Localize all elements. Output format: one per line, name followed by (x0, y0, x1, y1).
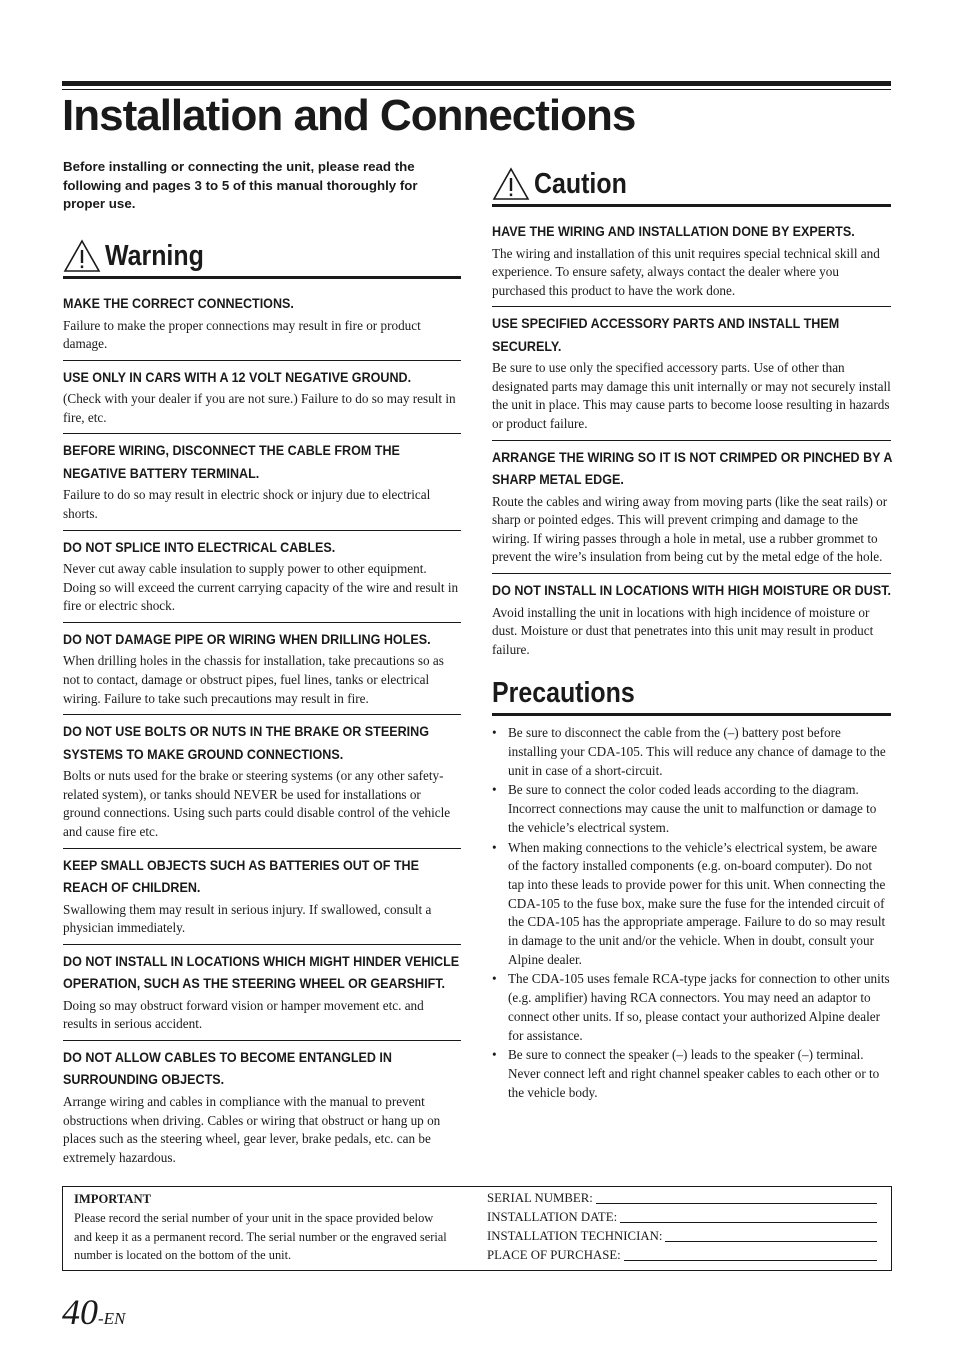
fill-line (620, 1222, 877, 1223)
caution-item-head: DO NOT INSTALL IN LOCATIONS WITH HIGH MOISTURE OR DUST. (492, 583, 891, 599)
fill-line (665, 1241, 877, 1242)
warning-item-body: Failure to do so may result in electric shock or injury due to electrical shorts. (63, 487, 431, 522)
warning-item (63, 623, 461, 715)
precautions-list (492, 724, 891, 1102)
warning-item-head: KEEP SMALL OBJECTS SUCH AS BATTERIES OUT OF THE REACH OF CHILDREN. (63, 857, 420, 896)
important-note (74, 1190, 454, 1265)
warning-title: Warning (105, 240, 204, 273)
warning-item-head: USE ONLY IN CARS WITH A 12 VOLT NEGATIVE GROUND. (63, 369, 412, 385)
warning-item-body: When drilling holes in the chassis for installation, take precautions so as not to contact, damage or obstruct pipes, fuel lines, tanks or electrical wiring. Failure to take such precautions may result in fire. (63, 653, 444, 706)
caution-item-head: USE SPECIFIED ACCESSORY PARTS AND INSTALL THEM SECURELY. (492, 316, 840, 354)
fill-line (624, 1260, 877, 1261)
warning-item-head: DO NOT INSTALL IN LOCATIONS WHICH MIGHT HINDER VEHICLE OPERATION, SUCH AS THE STEERING WHEEL OR GEARSHIFT. (63, 953, 460, 992)
caution-item (492, 574, 891, 665)
field-label: SERIAL NUMBER: (487, 1191, 593, 1205)
caution-item (492, 307, 891, 440)
place-of-purchase-field (487, 1246, 877, 1265)
warning-item-body: Bolts or nuts used for the brake or steering systems (or any other safety-related system), or tanks should NEVER be used for installations or ground connections. Using such parts could disable control of the vehicle and cause fire etc. (63, 768, 451, 840)
warning-item-body: Arrange wiring and cables in compliance with the manual to prevent obstructions when driving. Cables or wiring that obstruct or hang up on places such as the steering wheel, gear lever, brake pedals, etc. can be extremely hazardous. (63, 1093, 441, 1165)
warning-item-head: MAKE THE CORRECT CONNECTIONS. (63, 296, 294, 312)
warning-item-head: DO NOT USE BOLTS OR NUTS IN THE BRAKE OR STEERING SYSTEMS TO MAKE GROUND CONNECTIONS. (63, 724, 429, 762)
important-label: IMPORTANT (74, 1192, 151, 1206)
bullet-mark: • (492, 782, 497, 798)
precaution-item (492, 1046, 891, 1102)
precaution-item (492, 781, 891, 837)
caution-item (492, 441, 891, 574)
important-box (62, 1186, 892, 1271)
caution-title: Caution (534, 168, 627, 200)
bullet-mark: • (492, 725, 497, 741)
warning-item-head: DO NOT DAMAGE PIPE OR WIRING WHEN DRILLING HOLES. (63, 631, 431, 647)
field-label: INSTALLATION TECHNICIAN: (487, 1228, 663, 1243)
warning-item-body: Doing so may obstruct forward vision or hamper movement etc. and results in serious accident. (63, 997, 424, 1032)
warning-item (63, 715, 461, 848)
bullet-mark: • (492, 839, 497, 855)
page-number (62, 1290, 125, 1341)
field-label: PLACE OF PURCHASE: (487, 1247, 621, 1262)
precautions-title: Precautions (492, 677, 635, 710)
warning-item (63, 361, 461, 435)
warning-heading (63, 238, 461, 279)
warning-item (63, 945, 461, 1041)
left-column (63, 158, 461, 1173)
precaution-item (492, 724, 891, 780)
warning-item (63, 849, 461, 945)
record-fields (487, 1189, 877, 1265)
warning-item (63, 434, 461, 530)
intro-text: Before installing or connecting the unit, please read the following and pages 3 to 5 of this manual thoroughly for proper use. (63, 159, 418, 212)
installation-technician-field (487, 1227, 877, 1246)
installation-date-field (487, 1208, 877, 1227)
warning-item-body: Failure to make the proper connections may result in fire or product damage. (63, 317, 421, 352)
precaution-text: When making connections to the vehicle’s electrical system, be aware of the factory installed components (e.g. on-board computer). Do not tap into these leads to provide power for this unit. When connecting the CDA-105 to the fuse box, make sure the fuse for the intended circuit of the CDA-105 has the appropriate amperage. Failure to do so may result in damage to the unit and/or the vehicle. When in doubt, consult your Alpine dealer. (508, 839, 886, 967)
warning-item (63, 287, 461, 361)
bullet-mark: • (492, 1047, 497, 1063)
precaution-text: Be sure to disconnect the cable from the (–) battery post before installing your CDA-105. This will reduce any chance of damage to the unit in case of a short-circuit. (508, 725, 886, 778)
page-title: Installation and Connections (62, 91, 636, 140)
caution-item (492, 215, 891, 307)
caution-item-body: Be sure to use only the specified accessory parts. Use of other than designated parts may damage this unit internally or may not securely install the unit in place. This may cause parts to become loose resulting in hazards or product failure. (492, 360, 891, 432)
caution-heading (492, 166, 891, 207)
warning-item-body: (Check with your dealer if you are not sure.) Failure to do so may result in fire, etc. (63, 391, 456, 425)
bullet-mark: • (492, 971, 497, 987)
precaution-text: Be sure to connect the speaker (–) leads to the speaker (–) terminal. Never connect left and right channel speaker cables to each other or to the vehicle body. (508, 1047, 880, 1100)
caution-item-head: HAVE THE WIRING AND INSTALLATION DONE BY EXPERTS. (492, 224, 855, 239)
precaution-text: The CDA-105 uses female RCA-type jacks for connection to other units (e.g. amplifier) having RCA connectors. You may need an adaptor to connect other units. If so, please contact your authorized Alpine dealer for assistance. (508, 971, 890, 1043)
caution-triangle-icon (492, 167, 530, 201)
precautions-heading (492, 675, 891, 716)
precaution-item (492, 970, 891, 1045)
warning-item (63, 1041, 461, 1173)
warning-item (63, 531, 461, 623)
caution-item-body: Avoid installing the unit in locations with high incidence of moisture or dust. Moisture or dust that penetrates into this unit may result in product failure. (492, 604, 874, 657)
field-label: INSTALLATION DATE: (487, 1209, 618, 1224)
caution-item-head: ARRANGE THE WIRING SO IT IS NOT CRIMPED OR PINCHED BY A SHARP METAL EDGE. (492, 449, 892, 488)
warning-item-body: Swallowing them may result in serious injury. If swallowed, consult a physician immediately. (63, 901, 432, 936)
warning-item-head: BEFORE WIRING, DISCONNECT THE CABLE FROM THE NEGATIVE BATTERY TERMINAL. (63, 443, 400, 481)
caution-item-body: The wiring and installation of this unit requires special technical skill and experience. To ensure safety, always contact the dealer where you purchased this product to have the work done. (492, 245, 880, 298)
caution-item-body: Route the cables and wiring away from moving parts (like the seat rails) or sharp or pointed edges. This will prevent crimping and damage to the wiring. If wiring passes through a hole in metal, use a rubber grommet to prevent the wire’s insulation from being cut by the metal edge of the hole. (492, 493, 888, 565)
warning-triangle-icon (63, 239, 101, 273)
warning-item-body: Never cut away cable insulation to supply power to other equipment. Doing so will exceed the current carrying capacity of the wire and result in fire or electric shock. (63, 561, 459, 614)
fill-line (596, 1203, 877, 1204)
precaution-text: Be sure to connect the color coded leads according to the diagram. Incorrect connections may cause the unit to malfunction or damage to the vehicle’s electrical system. (508, 782, 877, 835)
warning-item-head: DO NOT SPLICE INTO ELECTRICAL CABLES. (63, 539, 336, 555)
precaution-item (492, 839, 891, 970)
important-text: Please record the serial number of your unit in the space provided below and keep it as a permanent record. The serial number or the engraved serial number is located on the bottom of the unit. (74, 1210, 447, 1263)
page-number-value: 40 (62, 1292, 98, 1332)
right-column (492, 166, 891, 1103)
serial-number-field (487, 1189, 877, 1208)
page-number-suffix: -EN (98, 1309, 126, 1328)
top-rule (62, 81, 891, 86)
warning-item-head: DO NOT ALLOW CABLES TO BECOME ENTANGLED IN SURROUNDING OBJECTS. (63, 1049, 392, 1088)
